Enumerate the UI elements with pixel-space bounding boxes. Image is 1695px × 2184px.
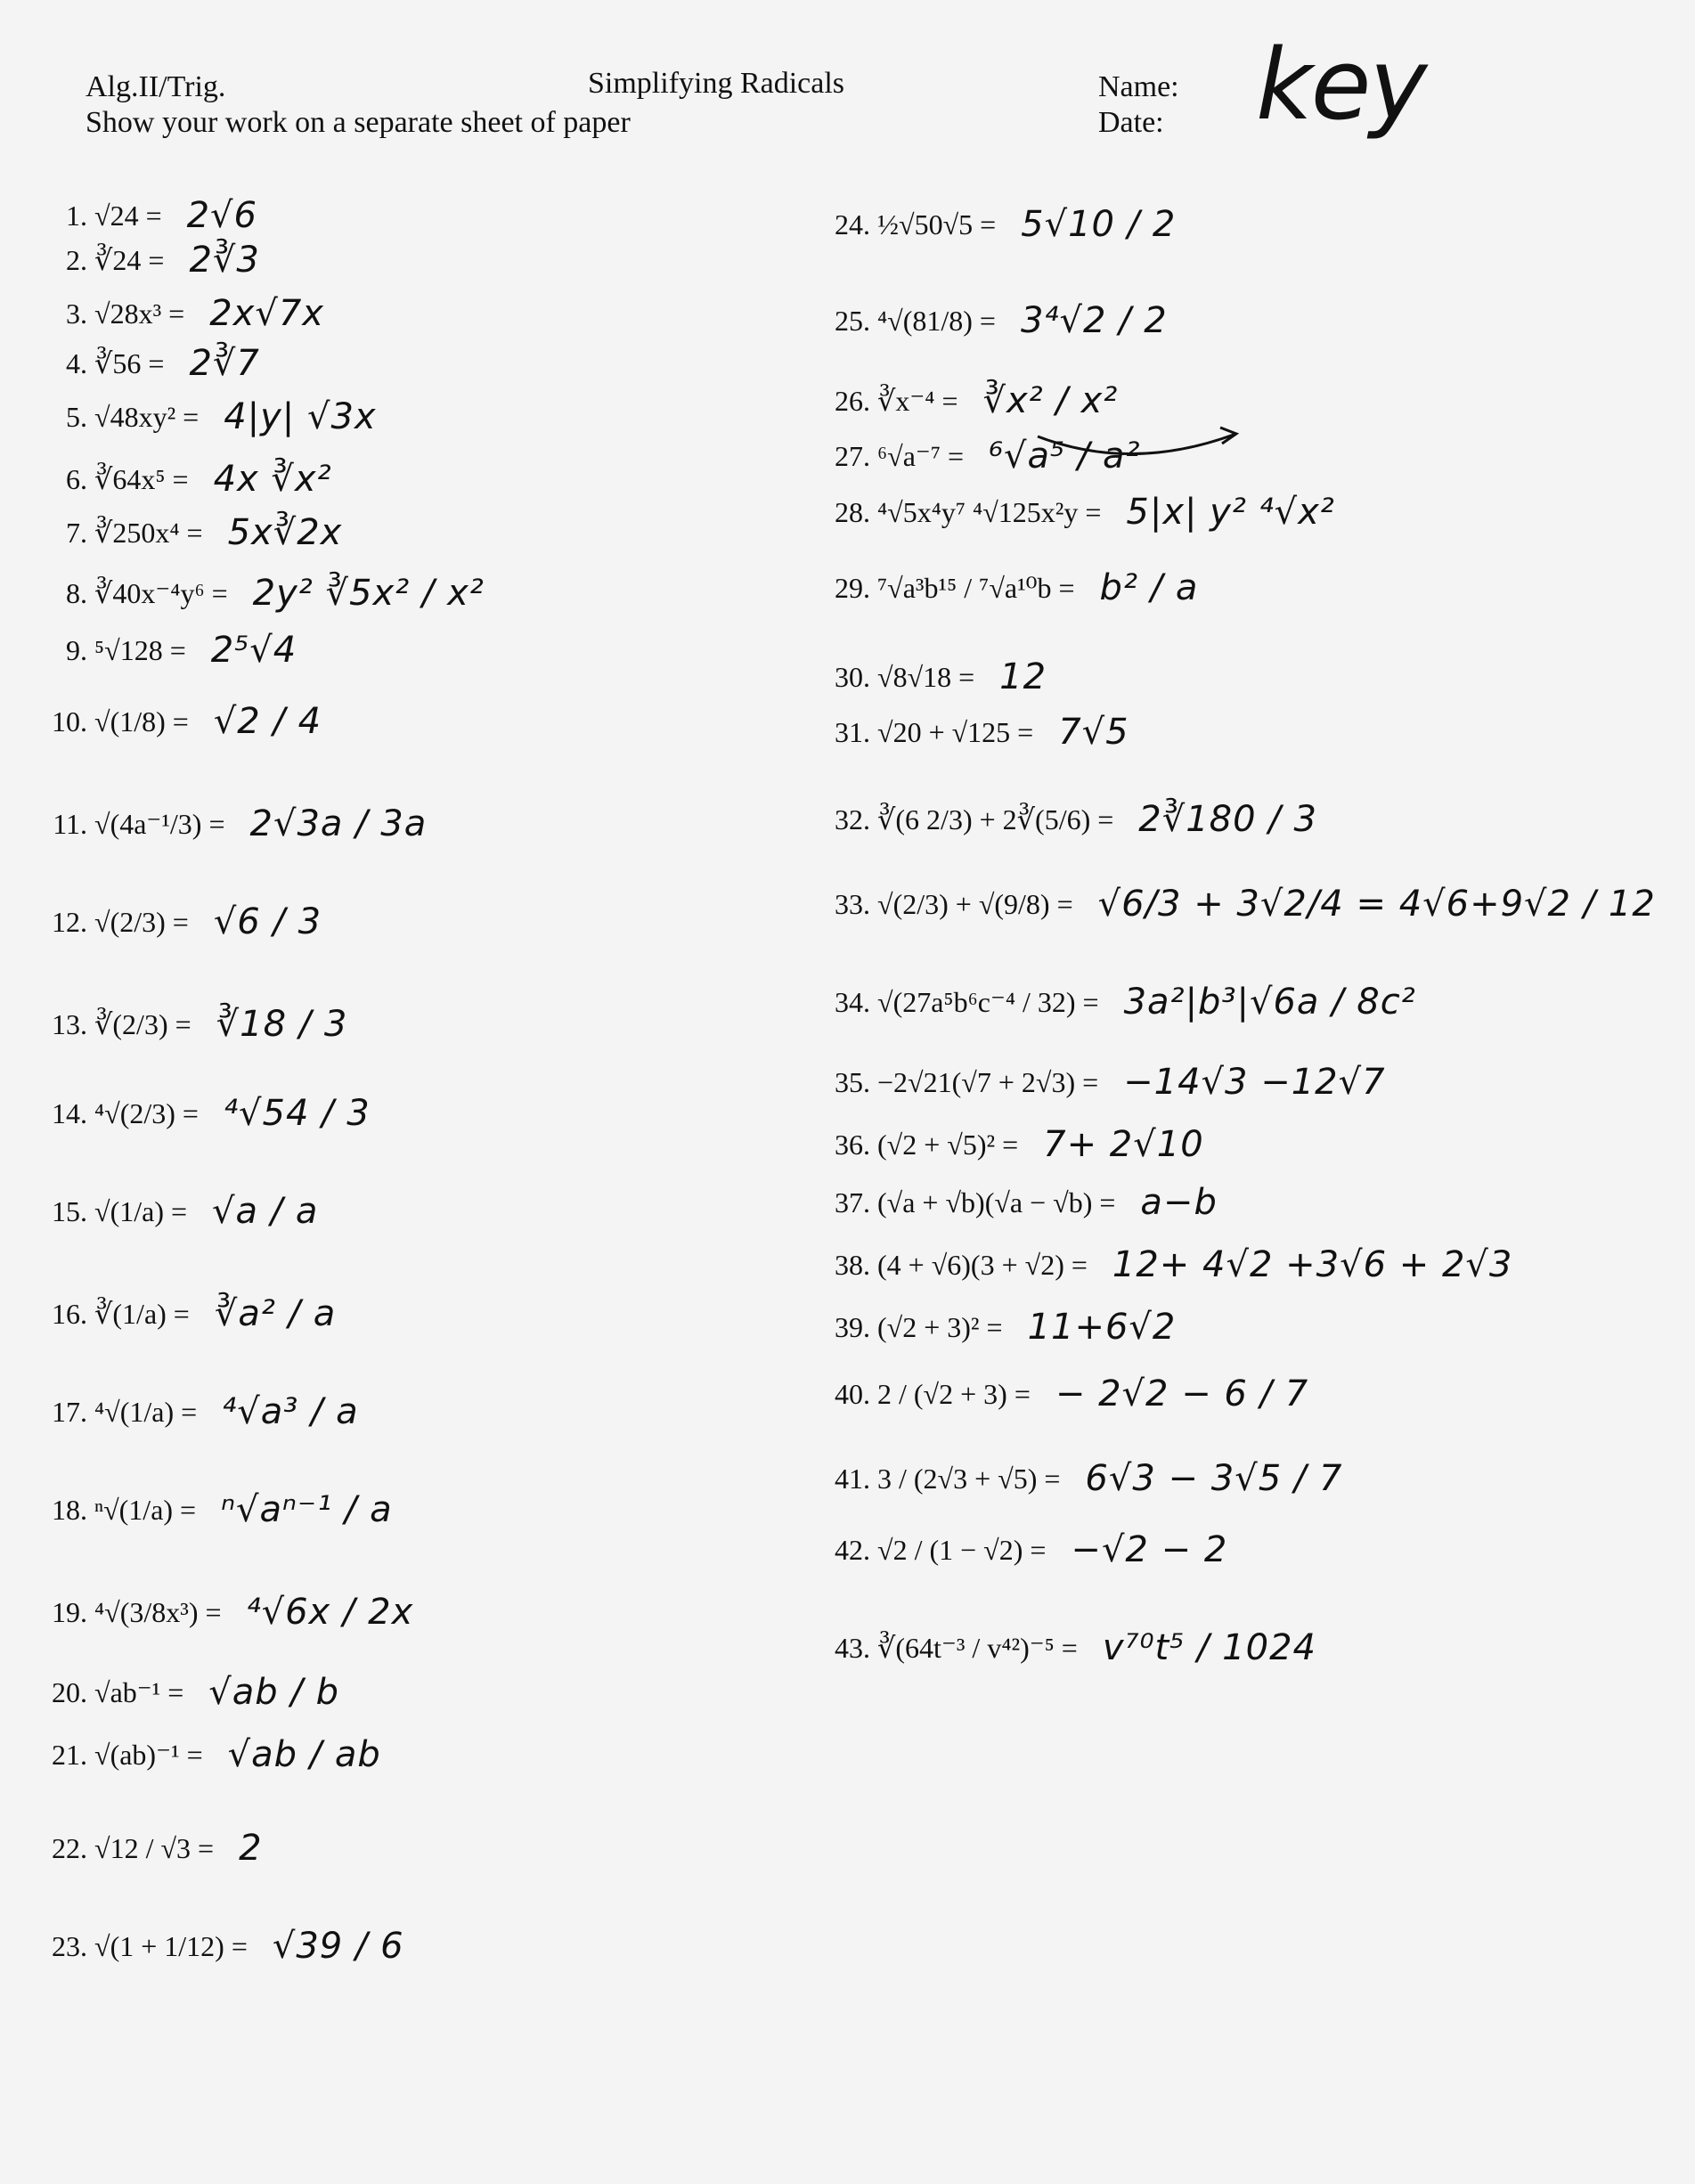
problem-row: [815, 294, 1168, 347]
problem-expression: √28x³ =: [94, 297, 185, 330]
handwritten-answer: 2: [239, 1828, 263, 1869]
problem-expression: √(1 + 1/12) =: [94, 1929, 248, 1962]
handwritten-answer: −√2 − 2: [1071, 1529, 1228, 1570]
problem-number: 16.: [52, 1297, 87, 1330]
problem-expression: ∛(1/a) =: [94, 1298, 190, 1330]
problem-expression: ⁴√(2/3) =: [94, 1096, 199, 1129]
problem-expression: ∛56 =: [94, 347, 165, 379]
problem-number: 13.: [52, 1007, 87, 1040]
problem-expression: √(2/3) + √(9/8) =: [877, 887, 1073, 920]
problem-row: [815, 793, 1317, 846]
problem-row: [32, 1666, 339, 1719]
problem-expression: ∛250x⁴ =: [94, 517, 203, 549]
problem-row: [815, 198, 1176, 251]
handwritten-answer: ⁴√6x / 2x: [246, 1592, 414, 1633]
problem-row: [32, 1185, 318, 1238]
handwritten-answer: √6 / 3: [213, 901, 322, 942]
problem-row: [32, 895, 322, 949]
handwritten-answer: 12: [999, 656, 1047, 697]
handwritten-answer: √a / a: [212, 1191, 319, 1232]
problem-number: 32.: [835, 803, 870, 835]
problem-number: 7.: [66, 516, 87, 549]
handwritten-answer: 2√6: [186, 195, 257, 236]
handwritten-answer: ⁶√a⁵ / a²: [989, 436, 1141, 477]
problem-row: [32, 998, 347, 1051]
problem-expression: ⁴√(3/8x³) =: [94, 1595, 222, 1628]
handwritten-answer: 2y² ∛5x² / x²: [252, 573, 485, 614]
problem-row: [815, 1367, 1308, 1421]
problem-number: 34.: [835, 985, 870, 1018]
problem-expression: ⁿ√(1/a) =: [94, 1493, 197, 1526]
problem-row: [815, 877, 1656, 931]
problem-number: 25.: [835, 304, 870, 337]
handwritten-answer: ⁿ√aⁿ⁻¹ / a: [221, 1489, 393, 1530]
handwritten-answer: ⁴√a³ / a: [222, 1391, 359, 1432]
arrow-icon: [1033, 419, 1247, 472]
problem-expression: (√2 + √5)² =: [877, 1128, 1019, 1161]
problem-number: 24.: [835, 208, 870, 240]
handwritten-answer: ⁴√54 / 3: [223, 1093, 371, 1134]
handwritten-answer: √39 / 6: [272, 1926, 404, 1967]
problem-expression: √24 =: [94, 199, 162, 232]
problem-expression: ⁶√a⁻⁷ =: [877, 440, 965, 472]
problem-number: 42.: [835, 1533, 870, 1566]
problem-number: 3.: [66, 297, 87, 330]
problem-row: [32, 623, 297, 677]
problem-expression: √ab⁻¹ =: [94, 1676, 184, 1708]
handwritten-answer: 4|y| √3x: [224, 396, 377, 437]
problem-row: [815, 1238, 1512, 1292]
handwritten-answer: 7√5: [1058, 712, 1129, 753]
problem-row: [32, 506, 342, 559]
problem-number: 10.: [52, 705, 87, 738]
problem-row: [32, 695, 322, 748]
page-title: Simplifying Radicals: [588, 67, 845, 100]
problem-number: 41.: [835, 1462, 870, 1495]
problem-row: [815, 485, 1335, 539]
problem-expression: √(1/8) =: [94, 705, 189, 738]
problem-row: [32, 1287, 336, 1341]
problem-row: [815, 1176, 1218, 1229]
problem-number: 15.: [52, 1194, 87, 1227]
problem-expression: √(1/a) =: [94, 1194, 188, 1227]
problem-number: 38.: [835, 1248, 870, 1281]
problem-expression: √48xy² =: [94, 400, 200, 433]
problem-number: 5.: [66, 400, 87, 433]
handwritten-answer: a−b: [1140, 1182, 1218, 1223]
problem-number: 2.: [66, 243, 87, 276]
problem-row: [815, 1452, 1343, 1505]
handwritten-answer: √6/3 + 3√2/4 = 4√6+9√2 / 12: [1097, 884, 1656, 925]
problem-number: 21.: [52, 1738, 87, 1771]
handwritten-key-signature: key: [1256, 28, 1426, 142]
problem-number: 22.: [52, 1831, 87, 1864]
handwritten-answer: b² / a: [1099, 567, 1199, 608]
handwritten-answer: √ab / ab: [227, 1734, 381, 1775]
problem-number: 36.: [835, 1128, 870, 1161]
problem-number: 31.: [835, 715, 870, 748]
problem-expression: √(2/3) =: [94, 905, 189, 938]
handwritten-answer: 5√10 / 2: [1021, 204, 1177, 245]
problem-expression: ∛x⁻⁴ =: [877, 385, 958, 417]
problem-number: 37.: [835, 1186, 870, 1218]
name-label: Name:: [1098, 70, 1179, 103]
problem-row: [32, 566, 485, 620]
handwritten-answer: 5|x| y² ⁴√x²: [1126, 492, 1335, 533]
problem-number: 40.: [835, 1377, 870, 1410]
problem-row: [815, 1621, 1316, 1675]
handwritten-answer: 7+ 2√10: [1043, 1124, 1204, 1165]
problem-row: [815, 1300, 1176, 1354]
handwritten-answer: ∛x² / x²: [982, 380, 1119, 421]
problem-row: [815, 1523, 1227, 1577]
problem-expression: ⁴√5x⁴y⁷ ⁴√125x²y =: [877, 495, 1102, 528]
problem-row: [815, 975, 1416, 1029]
problem-number: 1.: [66, 199, 87, 232]
problem-row: [32, 1087, 371, 1140]
problem-number: 8.: [66, 576, 87, 609]
problem-expression: 3 / (2√3 + √5) =: [877, 1462, 1061, 1495]
problem-row: [32, 233, 260, 287]
problem-expression: √20 + √125 =: [877, 715, 1034, 748]
problem-number: 18.: [52, 1493, 87, 1526]
handwritten-answer: 5x∛2x: [227, 512, 343, 553]
problem-expression: ½√50√5 =: [877, 208, 997, 240]
problem-expression: ⁴√(1/a) =: [94, 1395, 198, 1428]
handwritten-answer: ∛18 / 3: [216, 1004, 348, 1045]
problem-row: [32, 337, 260, 390]
problem-expression: (√2 + 3)² =: [877, 1310, 1003, 1343]
handwritten-answer: √2 / 4: [213, 701, 322, 742]
problem-number: 28.: [835, 495, 870, 528]
problem-number: 35.: [835, 1065, 870, 1098]
handwritten-answer: − 2√2 − 6 / 7: [1055, 1373, 1309, 1414]
problem-number: 27.: [835, 439, 870, 472]
problem-row: [815, 705, 1129, 759]
problem-number: 11.: [53, 807, 87, 840]
problem-expression: √12 / √3 =: [94, 1831, 215, 1864]
course-label: Alg.II/Trig.: [86, 70, 226, 103]
problem-expression: ∛64x⁵ =: [94, 463, 189, 495]
problem-number: 26.: [835, 384, 870, 417]
problem-row: [32, 797, 427, 851]
handwritten-answer: 11+6√2: [1027, 1307, 1177, 1348]
handwritten-answer: 2∛180 / 3: [1138, 799, 1317, 840]
problem-row: [815, 561, 1198, 615]
problem-row: [32, 1585, 413, 1639]
problem-number: 17.: [52, 1395, 87, 1428]
problem-row: [32, 1483, 393, 1536]
handwritten-answer: ∛a² / a: [214, 1293, 337, 1334]
problem-number: 14.: [52, 1096, 87, 1129]
date-label: Date:: [1098, 106, 1164, 139]
problem-expression: ∛(2/3) =: [94, 1008, 192, 1040]
problem-row: [815, 650, 1047, 704]
problem-row: [815, 1055, 1386, 1109]
problem-number: 6.: [66, 462, 87, 495]
problem-number: 20.: [52, 1675, 87, 1708]
problem-number: 12.: [52, 905, 87, 938]
problem-expression: (√a + √b)(√a − √b) =: [877, 1186, 1116, 1218]
handwritten-answer: 12+ 4√2 +3√6 + 2√3: [1112, 1244, 1513, 1285]
handwritten-answer: 2∛3: [189, 240, 260, 281]
instructions: Show your work on a separate sheet of paper: [86, 106, 631, 139]
handwritten-answer: −14√3 −12√7: [1123, 1062, 1386, 1103]
handwritten-answer: v⁷⁰t⁵ / 1024: [1102, 1627, 1316, 1668]
handwritten-answer: 2∛7: [189, 343, 260, 384]
problem-expression: √(27a⁵b⁶c⁻⁴ / 32) =: [877, 986, 1099, 1018]
problem-expression: ⁷√a³b¹⁵ / ⁷√a¹⁰b =: [877, 572, 1075, 604]
problem-expression: ⁴√(81/8) =: [877, 304, 996, 337]
problem-number: 19.: [52, 1595, 87, 1628]
problem-row: [32, 390, 377, 444]
handwritten-answer: 2√3a / 3a: [249, 803, 428, 844]
handwritten-answer: 3a²|b³|√6a / 8c²: [1123, 982, 1416, 1023]
handwritten-answer: 2x√7x: [209, 293, 324, 334]
handwritten-answer: 4x ∛x²: [213, 459, 332, 500]
problem-expression: 2 / (√2 + 3) =: [877, 1377, 1031, 1410]
problem-number: 30.: [835, 660, 870, 693]
handwritten-answer: 6√3 − 3√5 / 7: [1085, 1458, 1343, 1499]
problem-expression: ⁵√128 =: [94, 633, 186, 666]
problem-row: [32, 1821, 263, 1875]
problem-number: 4.: [66, 346, 87, 379]
problem-expression: √(ab)⁻¹ =: [94, 1739, 203, 1771]
handwritten-answer: 3⁴√2 / 2: [1020, 300, 1168, 341]
problem-row: [32, 287, 324, 340]
problem-row: [815, 1118, 1204, 1171]
problem-number: 39.: [835, 1310, 870, 1343]
problem-row: [32, 1919, 404, 1973]
problem-expression: ∛40x⁻⁴y⁶ =: [94, 577, 228, 609]
problem-expression: −2√21(√7 + 2√3) =: [877, 1065, 1099, 1098]
problem-expression: √2 / (1 − √2) =: [877, 1533, 1047, 1566]
problem-expression: ∛(6 2/3) + 2∛(5/6) =: [877, 803, 1114, 835]
problem-number: 43.: [835, 1631, 870, 1664]
problem-number: 33.: [835, 887, 870, 920]
problem-number: 29.: [835, 571, 870, 604]
problem-row: [32, 1728, 381, 1781]
problem-number: 23.: [52, 1929, 87, 1962]
problem-number: 9.: [66, 633, 87, 666]
problem-row: [32, 452, 332, 506]
handwritten-answer: 2⁵√4: [210, 630, 297, 671]
handwritten-answer: √ab / b: [208, 1672, 339, 1713]
problem-row: [32, 1385, 359, 1438]
problem-expression: (4 + √6)(3 + √2) =: [877, 1248, 1088, 1281]
problem-expression: √(4a⁻¹/3) =: [94, 808, 225, 840]
problem-expression: √8√18 =: [877, 660, 975, 693]
problem-expression: ∛24 =: [94, 244, 165, 276]
problem-expression: ∛(64t⁻³ / v⁴²)⁻⁵ =: [877, 1632, 1078, 1664]
